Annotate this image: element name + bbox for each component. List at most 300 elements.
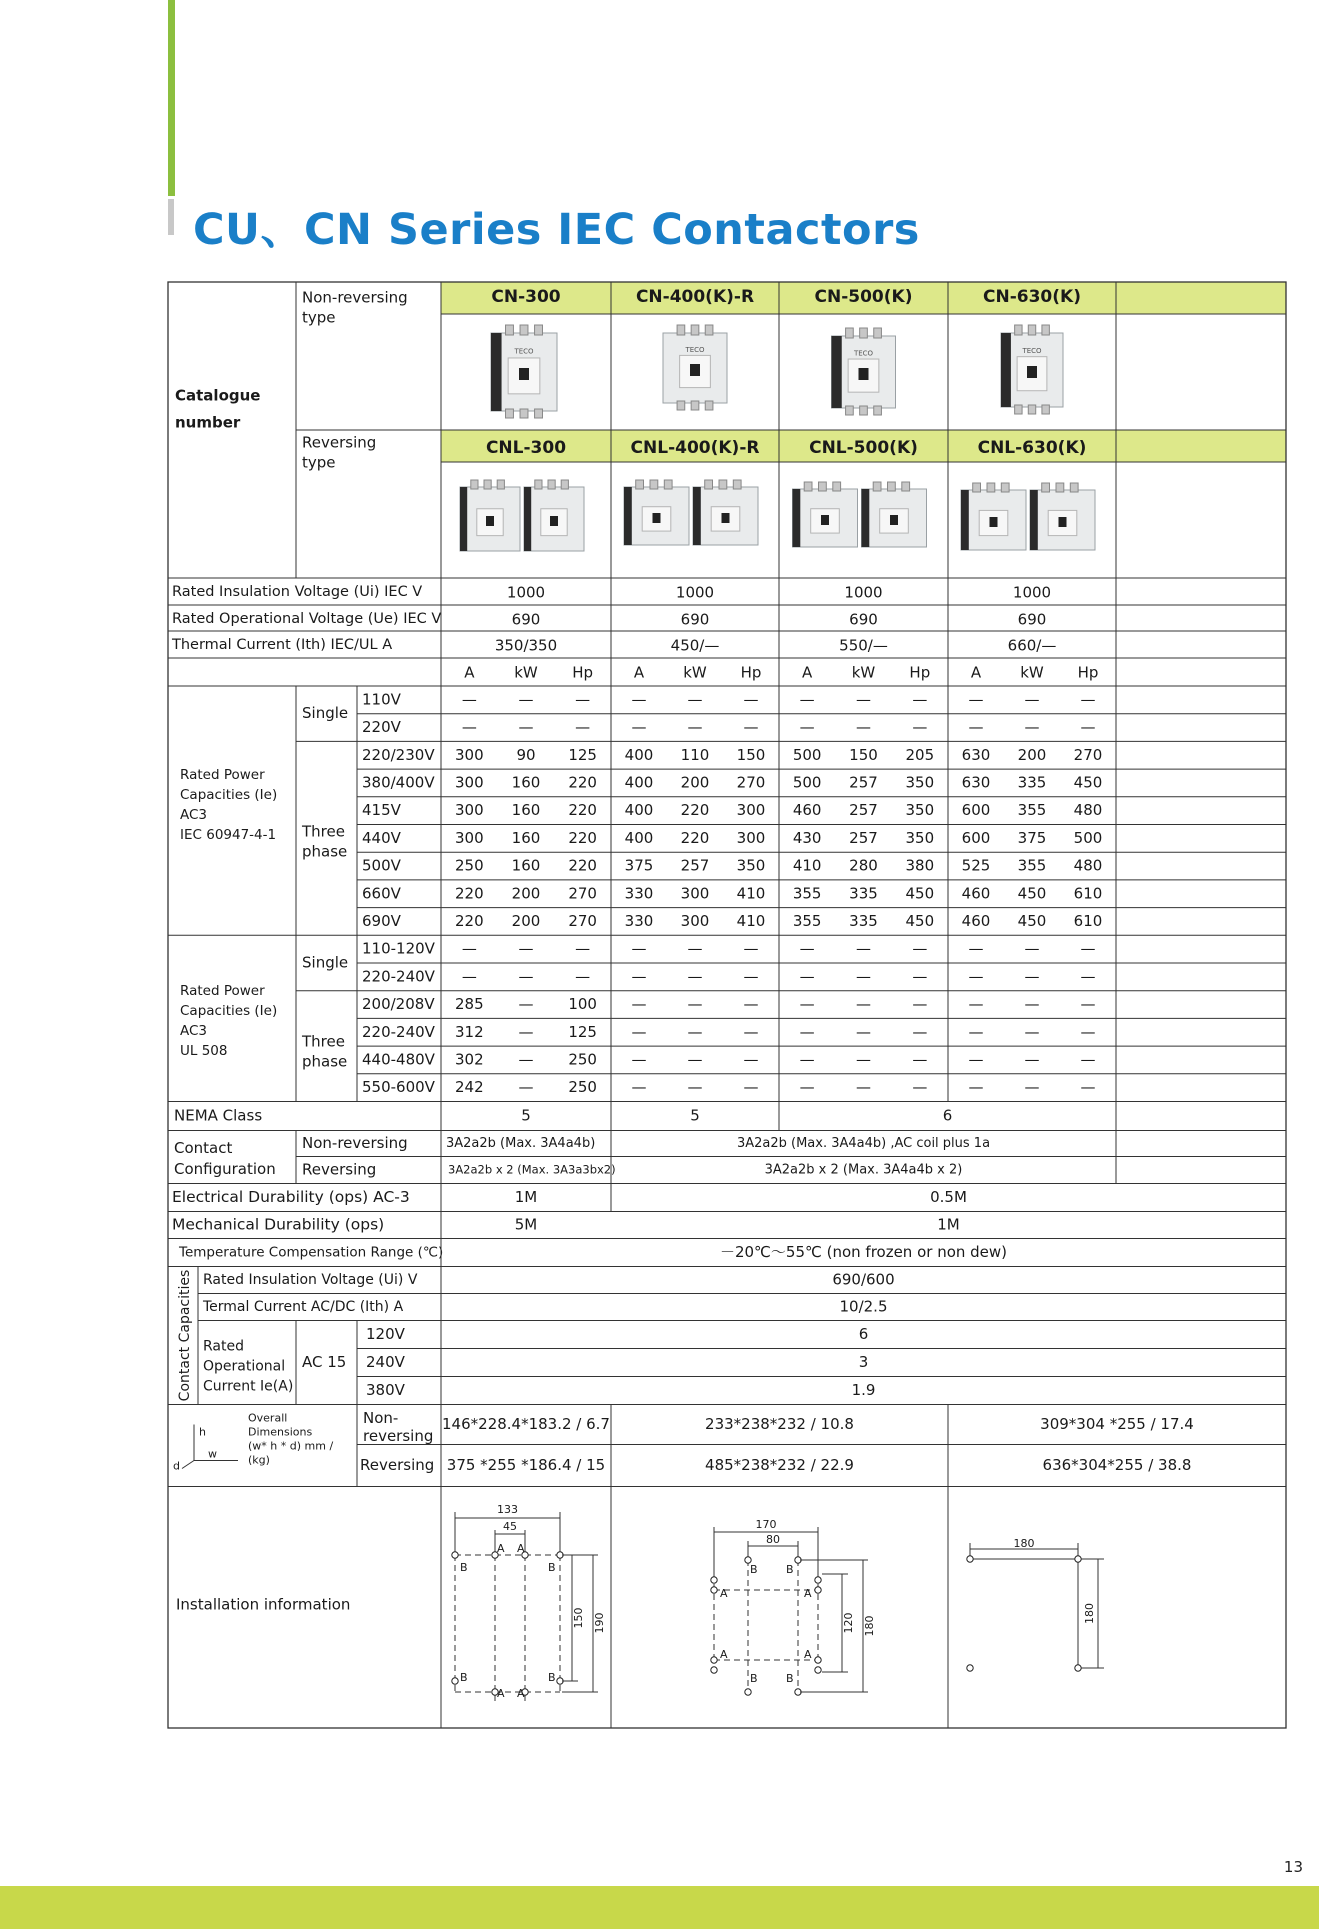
power-value: — bbox=[856, 690, 871, 709]
nema-label: NEMA Class bbox=[174, 1106, 263, 1125]
contact-config-value: 3A2a2b x 2 (Max. 3A4a4b x 2) bbox=[764, 1162, 963, 1178]
single-label: Single bbox=[302, 704, 349, 723]
power-value: — bbox=[518, 1078, 534, 1097]
power-value: — bbox=[912, 939, 928, 958]
power-value: 300 bbox=[680, 911, 710, 930]
terminal bbox=[1001, 483, 1009, 492]
power-value: 355 bbox=[792, 884, 822, 903]
power-value: — bbox=[1024, 1050, 1040, 1069]
terminal bbox=[846, 406, 854, 415]
product-image-cn-630 bbox=[1001, 325, 1063, 414]
ac15-current: 6 bbox=[858, 1325, 869, 1343]
power-value: 257 bbox=[849, 773, 878, 792]
power-value: 300 bbox=[736, 828, 766, 847]
terminal bbox=[650, 480, 658, 489]
voltage-label: 220-240V bbox=[362, 967, 435, 986]
installation-information-label: Installation information bbox=[176, 1595, 351, 1614]
power-value: 300 bbox=[736, 801, 766, 820]
power-value: 330 bbox=[624, 911, 654, 930]
ith-value: 450/— bbox=[670, 636, 720, 655]
terminal bbox=[484, 480, 491, 489]
power-value: — bbox=[631, 1078, 647, 1097]
terminal bbox=[1015, 325, 1022, 335]
reversing-type-label: type bbox=[302, 453, 336, 472]
power-value: — bbox=[1080, 939, 1096, 958]
power-value: — bbox=[743, 1078, 759, 1097]
contact-config-label: Configuration bbox=[174, 1160, 276, 1178]
nema-value: 6 bbox=[942, 1106, 953, 1125]
voltage-label: 500V bbox=[362, 856, 401, 875]
terminal bbox=[506, 409, 514, 418]
power-value: 450 bbox=[905, 884, 935, 903]
reversing-label: Reversing bbox=[302, 1160, 377, 1179]
ac15-voltage: 240V bbox=[366, 1353, 405, 1371]
power-value: 300 bbox=[455, 745, 484, 764]
installation-drawing-cn-630 bbox=[967, 1537, 1104, 1671]
power-value: — bbox=[518, 995, 534, 1014]
power-value: — bbox=[856, 995, 871, 1014]
power-value: 500 bbox=[792, 773, 822, 792]
ac15-current: 1.9 bbox=[851, 1381, 876, 1399]
dimension-value: 636*304*255 / 38.8 bbox=[1042, 1456, 1192, 1474]
power-value: 220 bbox=[568, 801, 597, 820]
elec-durability-label: Electrical Durability (ops) AC-3 bbox=[172, 1188, 410, 1206]
ui-value: 1000 bbox=[675, 583, 715, 602]
power-value: — bbox=[631, 690, 647, 709]
contactor-side bbox=[832, 336, 842, 408]
power-value: 160 bbox=[511, 773, 541, 792]
terminal bbox=[548, 480, 555, 489]
contact-config-value: 3A2a2b x 2 (Max. 3A3a3bx2) bbox=[448, 1162, 616, 1177]
power-value: 335 bbox=[849, 884, 878, 903]
power-value: — bbox=[856, 1078, 871, 1097]
power-value: — bbox=[461, 967, 477, 986]
power-value: — bbox=[912, 967, 928, 986]
terminal bbox=[535, 325, 543, 335]
product-image-cn-400 bbox=[663, 325, 727, 410]
terminal bbox=[987, 483, 995, 492]
power-value: — bbox=[687, 995, 703, 1014]
ui-value: 1000 bbox=[844, 583, 883, 602]
overall-dimensions-label: Dimensions bbox=[248, 1425, 313, 1439]
power-value: 150 bbox=[736, 745, 766, 764]
power-value: — bbox=[1080, 690, 1096, 709]
mounting-hole bbox=[815, 1657, 821, 1663]
power-value: — bbox=[912, 995, 928, 1014]
power-value: — bbox=[912, 718, 928, 737]
mounting-hole bbox=[711, 1577, 717, 1583]
power-value: — bbox=[631, 718, 647, 737]
power-value: 480 bbox=[1073, 801, 1103, 820]
hole-letter: B bbox=[786, 1672, 794, 1685]
three-phase-label: phase bbox=[302, 1052, 348, 1071]
elec-durability-value: 1M bbox=[514, 1188, 538, 1206]
terminal bbox=[535, 409, 543, 418]
voltage-label: 110-120V bbox=[362, 939, 435, 958]
contactor-button bbox=[890, 515, 898, 525]
mech-durability-label: Mechanical Durability (ops) bbox=[172, 1215, 385, 1234]
model-name: CN-400(K)-R bbox=[635, 287, 755, 307]
hole-letter: B bbox=[460, 1561, 468, 1574]
mounting-hole bbox=[815, 1587, 821, 1593]
power-value: 400 bbox=[624, 801, 654, 820]
contactor-button bbox=[859, 368, 869, 380]
terminal bbox=[1042, 483, 1050, 492]
mounting-hole bbox=[967, 1556, 973, 1562]
power-value: 250 bbox=[455, 856, 484, 875]
power-value: — bbox=[1024, 690, 1040, 709]
power-value: — bbox=[743, 1022, 759, 1041]
dimension-value: 375 *255 *186.4 / 15 bbox=[446, 1456, 606, 1474]
ue-value: 690 bbox=[1017, 610, 1047, 629]
power-value: — bbox=[518, 718, 534, 737]
power-value: — bbox=[575, 690, 591, 709]
power-value: — bbox=[856, 939, 871, 958]
power-value: 257 bbox=[849, 801, 878, 820]
power-value: — bbox=[687, 1078, 703, 1097]
dim-text: 45 bbox=[503, 1520, 517, 1533]
hole-letter: B bbox=[548, 1671, 556, 1684]
terminal bbox=[497, 480, 504, 489]
unit-label: A bbox=[970, 663, 982, 682]
power-value: 450 bbox=[1017, 911, 1047, 930]
ui-value: 1000 bbox=[1012, 583, 1052, 602]
terminal bbox=[902, 482, 910, 491]
terminal bbox=[733, 480, 741, 489]
contactor-button bbox=[821, 515, 829, 525]
power-value: 335 bbox=[849, 911, 878, 930]
mounting-hole bbox=[1075, 1556, 1081, 1562]
power-value: — bbox=[518, 967, 534, 986]
power-value: — bbox=[856, 1022, 871, 1041]
voltage-label: 200/208V bbox=[362, 995, 435, 1014]
unit-label: Hp bbox=[909, 663, 931, 682]
ith-value: 660/— bbox=[1007, 636, 1057, 655]
contactor-button bbox=[1059, 517, 1067, 527]
power-value: 450 bbox=[1073, 773, 1103, 792]
power-value: — bbox=[856, 967, 871, 986]
voltage-label: 660V bbox=[362, 884, 401, 903]
hole-letter: A bbox=[720, 1648, 728, 1661]
ue-value: 690 bbox=[680, 610, 710, 629]
model-name: CNL-630(K) bbox=[977, 438, 1087, 458]
power-value: 125 bbox=[568, 1022, 597, 1041]
terminal bbox=[973, 483, 981, 492]
hole-letter: A bbox=[497, 1542, 505, 1555]
power-value: 100 bbox=[568, 995, 597, 1014]
power-value: — bbox=[1024, 939, 1040, 958]
contactor-side bbox=[460, 487, 467, 551]
rated-power-iec-label: Capacities (Ie) bbox=[180, 787, 278, 803]
power-value: 220 bbox=[568, 828, 597, 847]
power-value: — bbox=[968, 995, 984, 1014]
power-value: 355 bbox=[1017, 856, 1047, 875]
power-value: 400 bbox=[624, 828, 654, 847]
voltage-label: 380/400V bbox=[362, 773, 435, 792]
axis-letter-h: h bbox=[199, 1425, 206, 1439]
overall-dimensions-label: (kg) bbox=[248, 1453, 270, 1467]
power-value: 350 bbox=[736, 856, 766, 875]
power-value: — bbox=[799, 1050, 815, 1069]
cc-ui-label: Rated Insulation Voltage (Ui) V bbox=[203, 1272, 418, 1288]
dim-text: 133 bbox=[497, 1503, 518, 1516]
power-value: — bbox=[743, 1050, 759, 1069]
power-value: — bbox=[799, 690, 815, 709]
single-label: Single bbox=[302, 953, 349, 972]
unit-label: kW bbox=[851, 663, 876, 682]
ac15-label: AC 15 bbox=[302, 1353, 347, 1371]
power-value: 90 bbox=[516, 745, 536, 764]
unit-label: Hp bbox=[572, 663, 594, 682]
power-value: — bbox=[743, 967, 759, 986]
power-value: 400 bbox=[624, 773, 654, 792]
unit-label: A bbox=[802, 663, 813, 682]
model-name: CNL-300 bbox=[485, 438, 567, 458]
hole-letter: A bbox=[517, 1542, 525, 1555]
contactor-side bbox=[491, 333, 502, 411]
ac15-voltage: 380V bbox=[366, 1381, 405, 1399]
power-value: — bbox=[687, 1050, 703, 1069]
dims-reversing-label: Reversing bbox=[360, 1456, 435, 1474]
reversing-type-label: Reversing bbox=[302, 433, 377, 452]
power-value: 410 bbox=[736, 911, 766, 930]
power-value: 600 bbox=[961, 828, 991, 847]
model-name: CN-500(K) bbox=[814, 287, 913, 307]
three-phase-label: phase bbox=[302, 842, 348, 861]
power-value: 600 bbox=[961, 801, 991, 820]
power-value: — bbox=[1080, 995, 1096, 1014]
terminal bbox=[691, 325, 699, 335]
model-name: CNL-400(K)-R bbox=[630, 438, 760, 458]
terminal bbox=[664, 480, 672, 489]
power-value: 150 bbox=[849, 745, 878, 764]
power-value: 355 bbox=[1017, 801, 1047, 820]
rated-power-ul-label: Capacities (Ie) bbox=[180, 1003, 278, 1019]
contactor-side bbox=[793, 489, 801, 547]
voltage-label: 440-480V bbox=[362, 1050, 435, 1069]
mounting-hole bbox=[452, 1552, 458, 1558]
model-name: CN-630(K) bbox=[983, 287, 1081, 307]
unit-label: kW bbox=[514, 663, 538, 682]
contact-capacities-label: Contact Capacities bbox=[177, 1269, 193, 1402]
unit-label: A bbox=[633, 663, 645, 682]
contactor-button bbox=[653, 513, 661, 523]
terminal bbox=[846, 328, 854, 338]
rated-power-ul-label: UL 508 bbox=[180, 1043, 228, 1059]
rated-power-iec-label: IEC 60947-4-1 bbox=[180, 827, 277, 843]
power-value: — bbox=[631, 1022, 647, 1041]
dimension-value: 485*238*232 / 22.9 bbox=[705, 1456, 854, 1474]
product-image-cnl-400 bbox=[624, 480, 758, 545]
overall-dimensions-label: (w* h * d) mm / bbox=[248, 1439, 334, 1453]
terminal bbox=[819, 482, 827, 491]
power-value: 270 bbox=[568, 884, 597, 903]
power-value: 220 bbox=[680, 801, 710, 820]
contactor-button bbox=[722, 513, 730, 523]
rated-power-iec-label: AC3 bbox=[180, 807, 208, 823]
axis-letter-d: d bbox=[173, 1459, 180, 1473]
rated-power-iec-label: Rated Power bbox=[180, 767, 265, 783]
power-value: 460 bbox=[961, 911, 991, 930]
power-value: — bbox=[1024, 1022, 1040, 1041]
power-value: — bbox=[687, 939, 703, 958]
power-value: 200 bbox=[680, 773, 710, 792]
power-value: 220 bbox=[455, 884, 484, 903]
voltage-label: 690V bbox=[362, 911, 401, 930]
power-value: — bbox=[631, 1050, 647, 1069]
power-value: 200 bbox=[511, 911, 541, 930]
power-value: 125 bbox=[568, 745, 597, 764]
mounting-hole bbox=[711, 1667, 717, 1673]
mounting-hole bbox=[815, 1577, 821, 1583]
terminal bbox=[1070, 483, 1078, 492]
terminal bbox=[705, 401, 713, 410]
power-value: — bbox=[968, 690, 984, 709]
terminal bbox=[1015, 405, 1022, 414]
power-value: 335 bbox=[1017, 773, 1047, 792]
terminal bbox=[506, 325, 514, 335]
nema-value: 5 bbox=[521, 1106, 531, 1125]
power-value: — bbox=[1080, 1050, 1096, 1069]
power-value: — bbox=[1024, 1078, 1040, 1097]
page-title: CU、CN Series IEC Contactors bbox=[193, 205, 920, 255]
contactor-side bbox=[524, 487, 531, 551]
power-value: — bbox=[631, 939, 647, 958]
hole-letter: B bbox=[750, 1563, 758, 1576]
power-value: — bbox=[1080, 718, 1096, 737]
cc-ui-value: 690/600 bbox=[832, 1270, 895, 1289]
power-value: 257 bbox=[680, 856, 710, 875]
power-value: 270 bbox=[568, 911, 597, 930]
product-image-cn-500 bbox=[832, 328, 896, 415]
catalogue-number-label: number bbox=[175, 413, 241, 432]
power-value: 450 bbox=[1017, 884, 1047, 903]
dim-text: 180 bbox=[1083, 1603, 1096, 1624]
power-value: — bbox=[518, 1022, 534, 1041]
page-number: 13 bbox=[1283, 1858, 1303, 1876]
brand-mark: TECO bbox=[1022, 346, 1042, 355]
power-value: — bbox=[968, 1078, 984, 1097]
power-value: 480 bbox=[1073, 856, 1103, 875]
power-value: — bbox=[856, 1050, 871, 1069]
power-value: 280 bbox=[849, 856, 878, 875]
terminal bbox=[471, 480, 478, 489]
power-value: — bbox=[687, 718, 703, 737]
power-value: 160 bbox=[511, 856, 541, 875]
power-value: — bbox=[1024, 967, 1040, 986]
power-value: — bbox=[461, 690, 477, 709]
power-value: 220 bbox=[455, 911, 484, 930]
power-value: 257 bbox=[849, 828, 878, 847]
voltage-label: 220-240V bbox=[362, 1022, 435, 1041]
dim-text: 190 bbox=[593, 1612, 606, 1634]
power-value: 220 bbox=[568, 856, 597, 875]
voltage-label: 220V bbox=[362, 718, 401, 737]
power-value: — bbox=[968, 1050, 984, 1069]
power-value: 270 bbox=[1073, 745, 1103, 764]
mech-durability-value: 5M bbox=[514, 1215, 538, 1234]
unit-label: Hp bbox=[1077, 663, 1099, 682]
power-value: — bbox=[518, 939, 534, 958]
brand-mark: TECO bbox=[853, 349, 874, 358]
terminal bbox=[873, 482, 881, 491]
voltage-label: 440V bbox=[362, 828, 401, 847]
footer-bar bbox=[0, 1886, 1319, 1929]
power-value: — bbox=[631, 995, 647, 1014]
power-value: — bbox=[575, 939, 591, 958]
power-value: — bbox=[912, 690, 928, 709]
dims-non-reversing-label: Non- bbox=[363, 1409, 399, 1427]
terminal bbox=[677, 325, 685, 335]
terminal bbox=[691, 401, 699, 410]
mounting-hole bbox=[815, 1667, 821, 1673]
terminal bbox=[1028, 405, 1035, 414]
terminal bbox=[705, 325, 713, 335]
mounting-hole bbox=[452, 1678, 458, 1684]
power-value: 160 bbox=[511, 801, 541, 820]
product-image-cnl-300 bbox=[460, 480, 584, 551]
ue-value: 690 bbox=[849, 610, 878, 629]
hole-letter: A bbox=[804, 1587, 812, 1600]
terminal bbox=[535, 480, 542, 489]
power-value: 410 bbox=[792, 856, 822, 875]
ac15-voltage: 120V bbox=[366, 1325, 405, 1343]
cc-ith-label: Termal Current AC/DC (Ith) A bbox=[203, 1299, 404, 1315]
power-value: — bbox=[743, 939, 759, 958]
terminal bbox=[520, 325, 528, 335]
power-value: 500 bbox=[1073, 828, 1103, 847]
ui-label: Rated Insulation Voltage (Ui) IEC V bbox=[172, 584, 423, 600]
brand-mark: TECO bbox=[514, 347, 534, 356]
power-value: — bbox=[575, 718, 591, 737]
power-value: 630 bbox=[961, 745, 991, 764]
terminal bbox=[561, 480, 568, 489]
terminal bbox=[719, 480, 727, 489]
power-value: — bbox=[687, 1022, 703, 1041]
temp-comp-value: －20℃～55℃ (non frozen or non dew) bbox=[719, 1243, 1008, 1261]
unit-label: A bbox=[464, 663, 475, 682]
brand-mark: TECO bbox=[685, 345, 705, 354]
power-value: 312 bbox=[455, 1022, 484, 1041]
power-value: — bbox=[518, 1050, 534, 1069]
dim-text: 120 bbox=[842, 1612, 855, 1634]
terminal bbox=[833, 482, 841, 491]
power-value: — bbox=[968, 718, 984, 737]
catalogue-number-label: Catalogue bbox=[175, 386, 261, 405]
power-value: 410 bbox=[736, 884, 766, 903]
non-reversing-label: Non-reversing bbox=[302, 1134, 408, 1152]
power-value: 350 bbox=[905, 828, 935, 847]
hole-letter: A bbox=[804, 1648, 812, 1661]
voltage-label: 220/230V bbox=[362, 745, 435, 764]
power-value: — bbox=[743, 690, 759, 709]
hole-letter: A bbox=[720, 1587, 728, 1600]
contactor-side bbox=[624, 487, 632, 545]
power-value: 285 bbox=[455, 995, 484, 1014]
power-value: 630 bbox=[961, 773, 991, 792]
terminal bbox=[1042, 325, 1049, 335]
three-phase-label: Three bbox=[302, 1032, 345, 1051]
terminal bbox=[677, 401, 685, 410]
power-value: — bbox=[461, 718, 477, 737]
terminal bbox=[1056, 483, 1064, 492]
power-value: 355 bbox=[792, 911, 822, 930]
power-value: — bbox=[1080, 1022, 1096, 1041]
terminal bbox=[804, 482, 812, 491]
power-value: 160 bbox=[511, 828, 541, 847]
ac15-current: 3 bbox=[858, 1353, 869, 1371]
contactor-side bbox=[961, 490, 969, 550]
